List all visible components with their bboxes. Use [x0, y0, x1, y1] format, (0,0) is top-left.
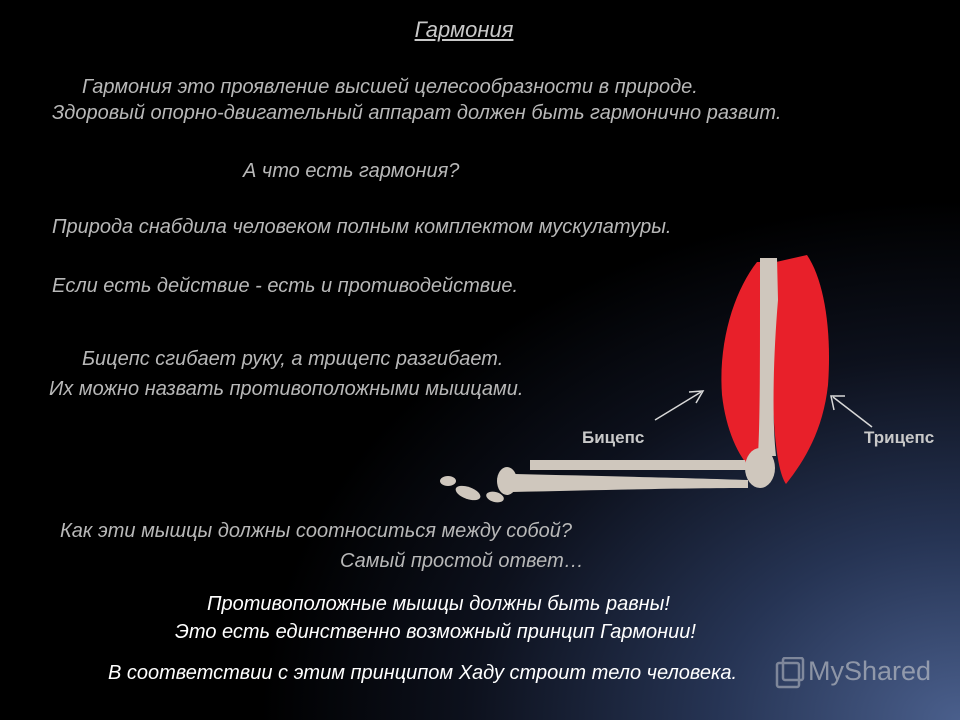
- forearm-radius: [530, 460, 748, 470]
- text-line-6: Бицепс сгибает руку, а трицепс разгибает.: [82, 348, 504, 370]
- biceps-label: Бицепс: [582, 428, 645, 447]
- triceps-muscle: [772, 255, 829, 484]
- hand-bone-1: [454, 483, 483, 503]
- hand-bone-2: [440, 476, 456, 486]
- triceps-arrow: [831, 396, 872, 427]
- text-line-5: Если есть действие - есть и противодействие.: [52, 275, 519, 297]
- text-line-3: А что есть гармония?: [243, 160, 460, 182]
- triceps-label: Трицепс: [864, 428, 935, 447]
- slide-title: Гармония: [414, 17, 514, 42]
- text-line-8: Как эти мышцы должны соотноситься между собой?: [60, 520, 572, 542]
- watermark-text: MyShared: [808, 656, 932, 686]
- text-line-1: Гармония это проявление высшей целесообразности в природе.: [82, 76, 698, 98]
- biceps-arrow: [655, 391, 703, 420]
- conclusion-line-3: В соответствии с этим принципом Хаду строит тело человека.: [108, 662, 738, 684]
- text-line-2: Здоровый опорно-двигательный аппарат должен быть гармонично развит.: [52, 102, 782, 124]
- forearm-ulna: [512, 474, 748, 492]
- text-line-7: Их можно назвать противоположными мышцами.: [49, 378, 524, 400]
- elbow-joint: [745, 448, 775, 488]
- text-line-9: Самый простой ответ…: [340, 550, 584, 572]
- conclusion-line-1: Противоположные мышцы должны быть равны!: [207, 593, 670, 615]
- watermark-logo-icon: [775, 657, 805, 691]
- text-line-4: Природа снабдила человеком полным комплектом мускулатуры.: [52, 216, 672, 238]
- conclusion-line-2: Это есть единственно возможный принцип Гармонии!: [175, 621, 696, 643]
- biceps-muscle: [721, 262, 765, 470]
- wrist-bone: [497, 467, 517, 495]
